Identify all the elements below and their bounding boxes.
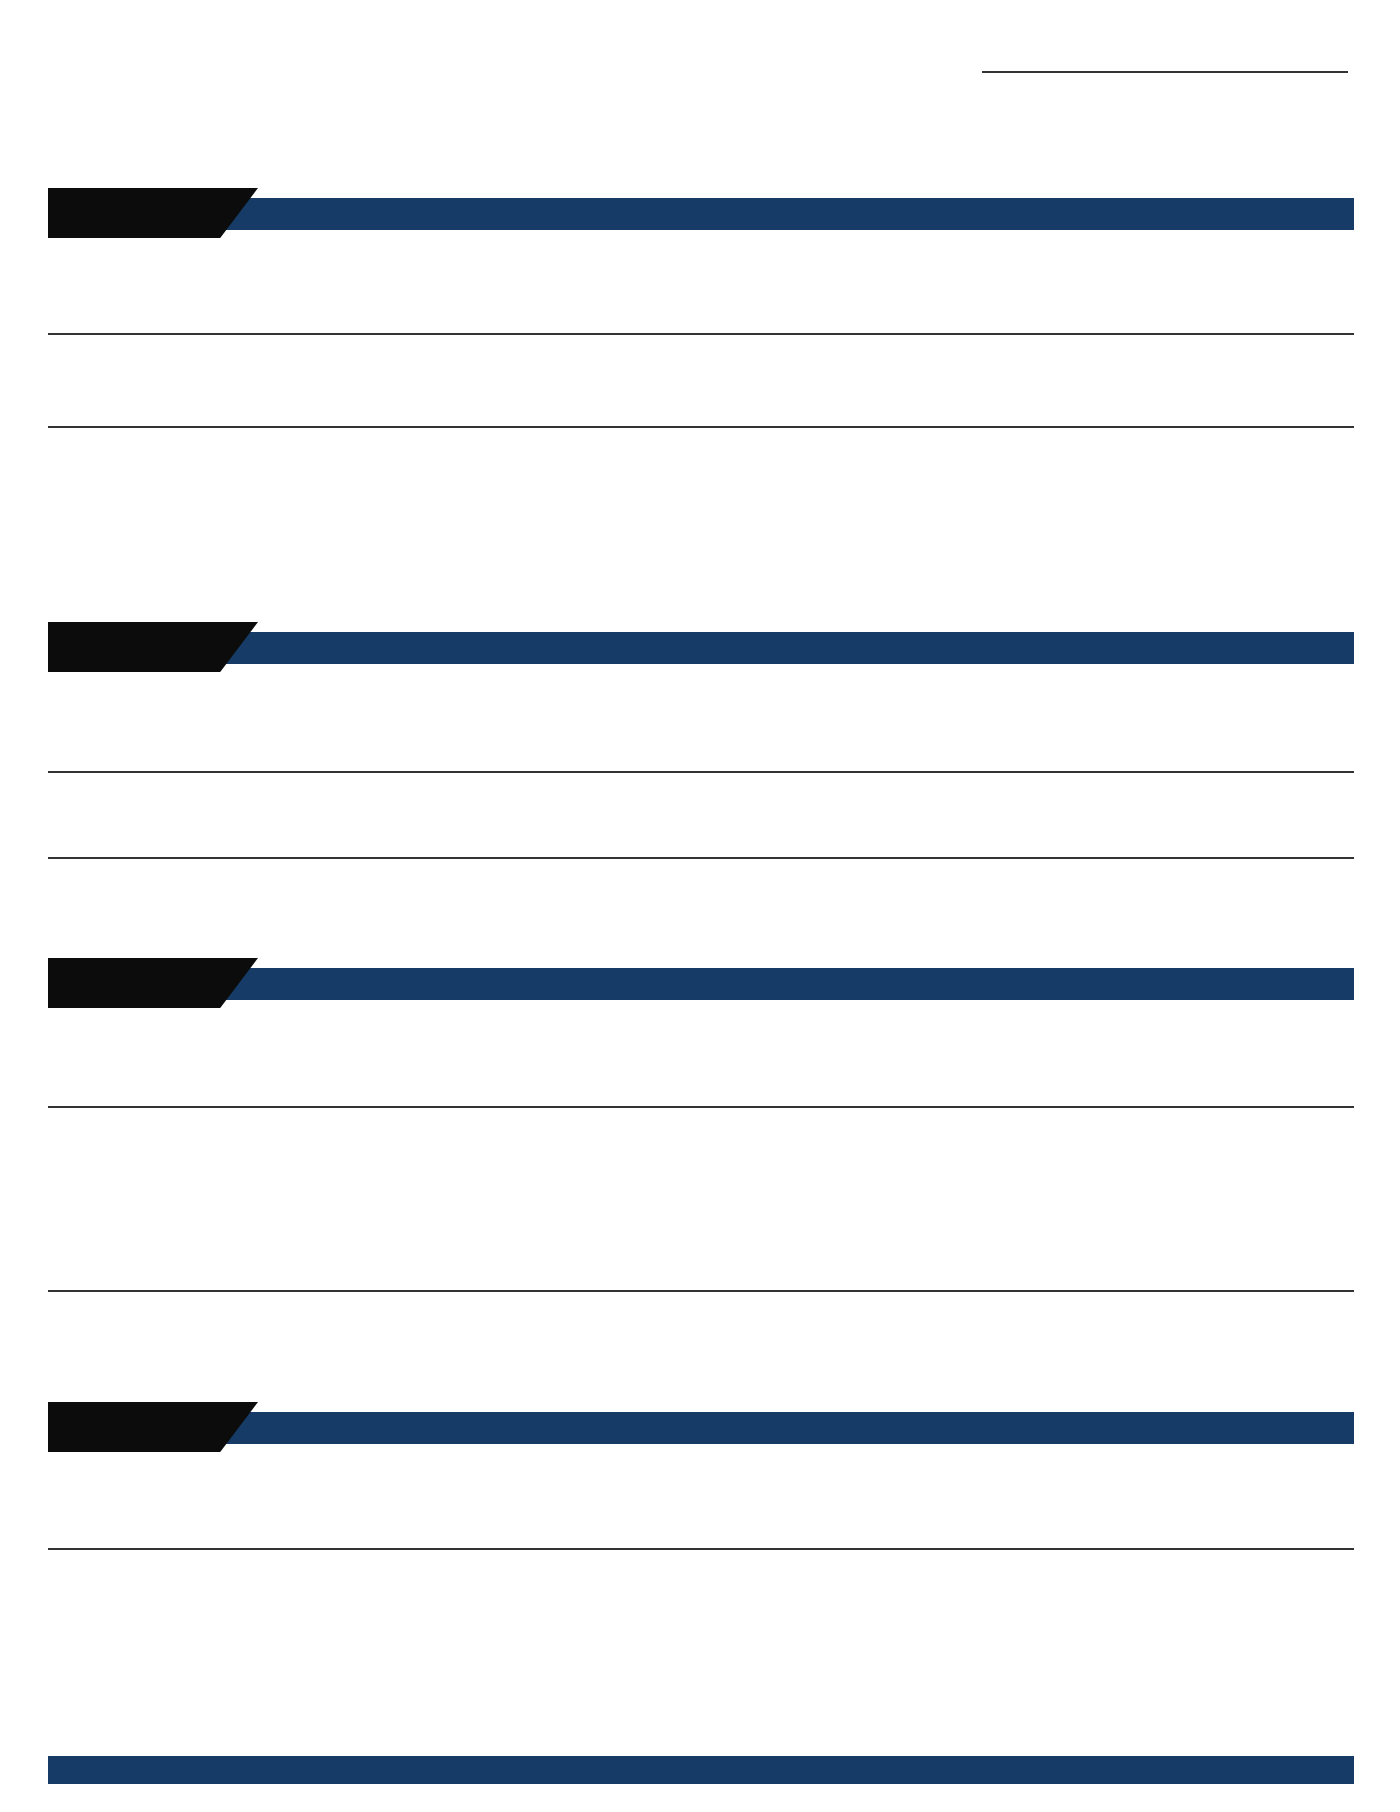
saturday-studio-divider — [48, 1290, 1354, 1292]
footer-bar — [48, 1756, 1354, 1784]
thursday-studio-divider — [48, 333, 1354, 335]
sunday-studio-divider — [48, 1548, 1354, 1550]
saturday-studio-divider — [48, 1106, 1354, 1108]
pcpa-logo — [982, 68, 1348, 168]
friday-studio-divider — [48, 771, 1354, 773]
thursday-studio-divider — [48, 426, 1354, 428]
thursday-day-label — [48, 188, 258, 238]
logo-rule — [982, 71, 1348, 73]
logo-wordmark — [982, 144, 990, 174]
friday-studio-divider — [48, 857, 1354, 859]
friday-day-label — [48, 622, 258, 672]
saturday-day-label — [48, 958, 258, 1008]
sunday-day-label — [48, 1402, 258, 1452]
